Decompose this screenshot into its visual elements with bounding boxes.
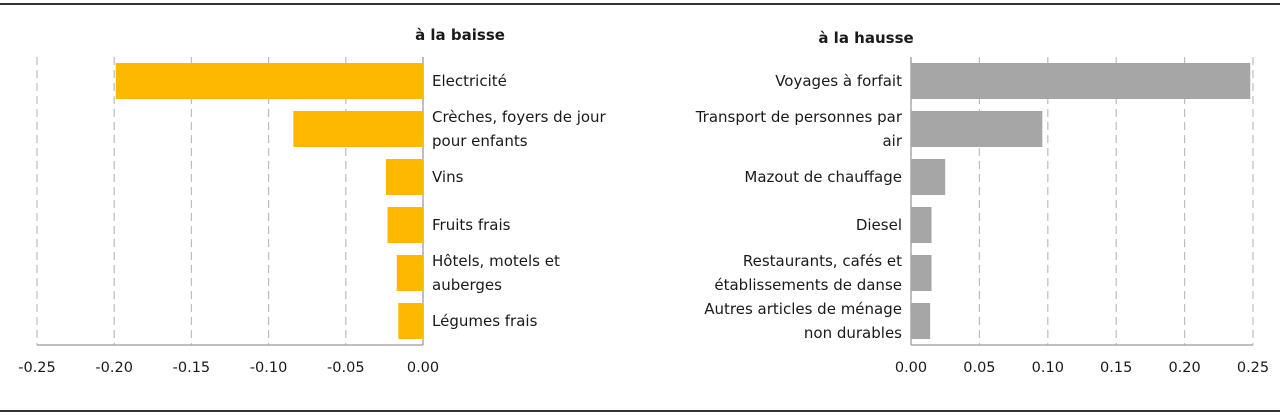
tick-label: -0.25 bbox=[18, 360, 56, 376]
bar bbox=[293, 111, 423, 147]
category-label bbox=[432, 312, 538, 330]
category-label bbox=[432, 252, 560, 294]
category-label-line: Diesel bbox=[855, 216, 902, 234]
category-label-line: Autres articles de ménage bbox=[704, 300, 902, 318]
tick-label: -0.10 bbox=[249, 360, 288, 376]
category-label bbox=[856, 216, 902, 234]
category-label bbox=[432, 168, 464, 186]
chart-panel-2 bbox=[695, 29, 1269, 376]
category-label-line: pour enfants bbox=[432, 132, 528, 150]
category-label-line: non durables bbox=[803, 324, 902, 342]
chart-title: à la baisse bbox=[415, 26, 505, 44]
tick-label: -0.20 bbox=[95, 360, 133, 376]
category-label-line: Electricité bbox=[432, 72, 507, 90]
bar bbox=[386, 159, 423, 195]
category-label bbox=[775, 72, 902, 90]
category-label bbox=[695, 108, 903, 150]
bar bbox=[911, 207, 932, 243]
bar bbox=[397, 255, 423, 291]
chart-title: à la hausse bbox=[818, 29, 914, 47]
category-label bbox=[432, 108, 607, 150]
category-label-line: Fruits frais bbox=[432, 216, 511, 234]
tick-label: 0.00 bbox=[894, 360, 928, 376]
category-label bbox=[432, 72, 507, 90]
category-label bbox=[744, 168, 902, 186]
category-label-line: auberges bbox=[432, 276, 502, 294]
tick-label: -0.05 bbox=[327, 360, 365, 376]
category-label bbox=[432, 216, 511, 234]
tick-label: 0.15 bbox=[1100, 360, 1133, 376]
bar bbox=[911, 159, 945, 195]
bar bbox=[911, 63, 1250, 99]
chart-panel-1 bbox=[18, 26, 606, 376]
bar bbox=[911, 255, 932, 291]
category-label-line: Transport de personnes par bbox=[695, 108, 902, 126]
bar bbox=[911, 303, 930, 339]
tick-label: 0.10 bbox=[1031, 360, 1064, 376]
category-label-line: Légumes frais bbox=[432, 312, 538, 330]
category-label-line: Vins bbox=[432, 168, 464, 186]
category-label-line: Crèches, foyers de jour bbox=[432, 108, 606, 126]
tick-label: 0.00 bbox=[406, 360, 440, 376]
tick-label: -0.15 bbox=[172, 360, 211, 376]
category-label bbox=[704, 300, 902, 342]
tick-label: 0.25 bbox=[1236, 360, 1270, 376]
bar bbox=[116, 63, 423, 99]
category-label-line: Restaurants, cafés et bbox=[742, 252, 902, 270]
bar bbox=[911, 111, 1042, 147]
category-label-line: air bbox=[882, 132, 902, 150]
tick-label: 0.05 bbox=[963, 360, 996, 376]
bar bbox=[387, 207, 423, 243]
category-label-line: Hôtels, motels et bbox=[432, 252, 560, 270]
category-label-line: établissements de danse bbox=[714, 276, 902, 294]
bar bbox=[398, 303, 423, 339]
tick-label: 0.20 bbox=[1168, 360, 1201, 376]
category-label-line: Mazout de chauffage bbox=[744, 168, 902, 186]
category-label-line: Voyages à forfait bbox=[775, 72, 902, 90]
category-label bbox=[714, 252, 902, 294]
